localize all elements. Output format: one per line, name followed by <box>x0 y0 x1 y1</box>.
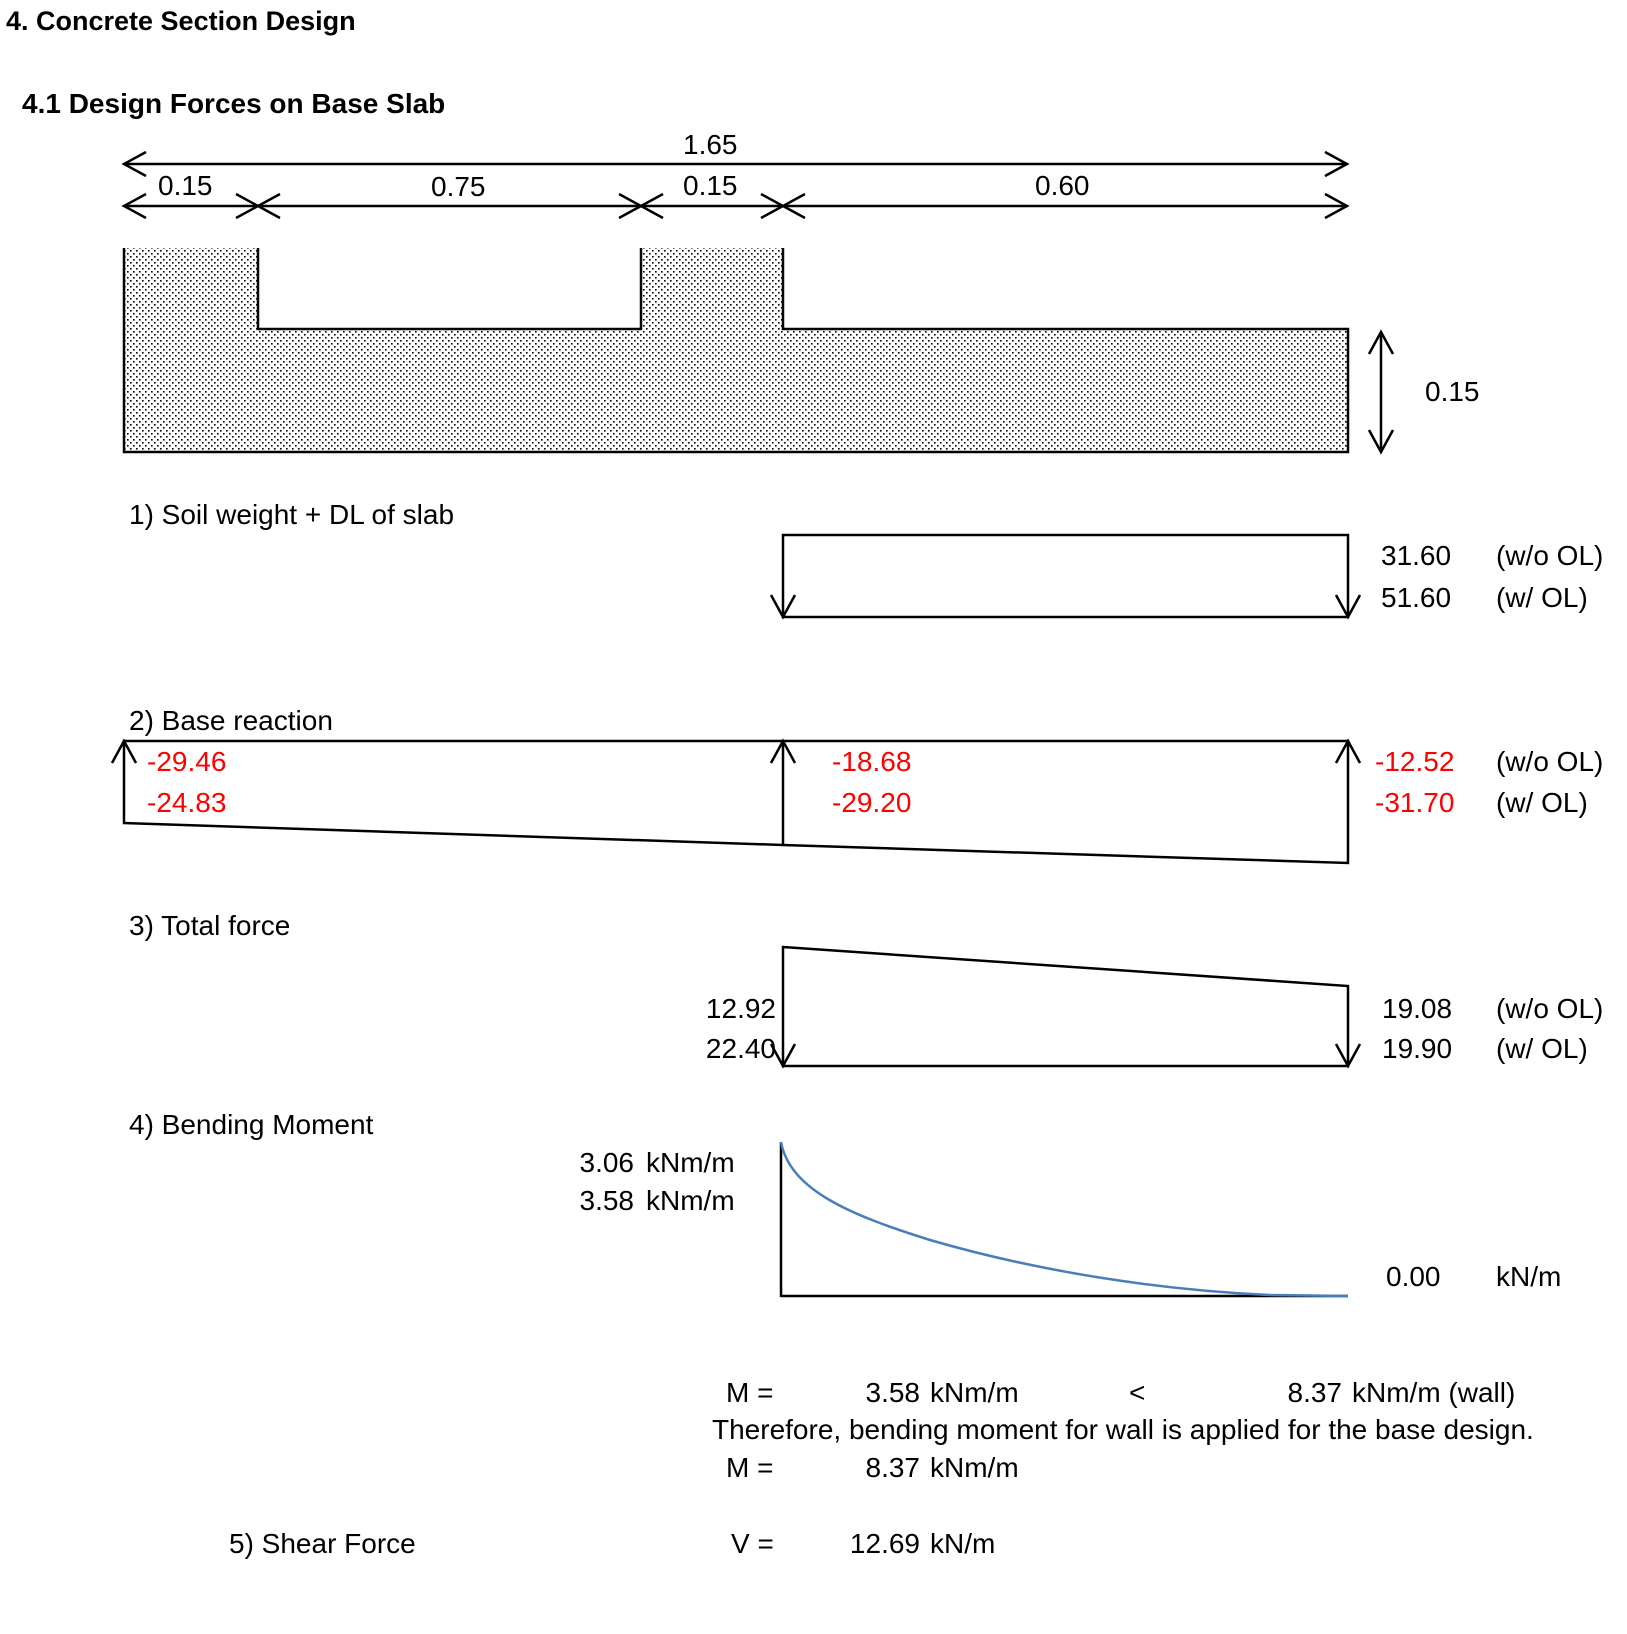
shear-force-value: 12.69 <box>849 1528 920 1559</box>
dimension-thickness <box>1369 332 1393 452</box>
moment-check-slab-value: 3.58 <box>865 1377 920 1408</box>
total-force-heading: 3) Total force <box>129 910 291 941</box>
moment-check-symbol: M = <box>726 1377 774 1408</box>
total-force-diagram <box>771 947 1360 1066</box>
base-reaction-left-wo-ol: -29.46 <box>147 746 227 777</box>
moment-check-wall-value: 8.37 <box>1287 1377 1342 1408</box>
soil-weight-load-diagram <box>771 535 1360 617</box>
bending-moment-unit-2: kNm/m <box>646 1185 735 1216</box>
bending-moment-right-value: 0.00 <box>1386 1261 1441 1292</box>
base-reaction-heading: 2) Base reaction <box>129 705 333 736</box>
design-moment-symbol: M = <box>726 1452 774 1483</box>
base-reaction-diagram <box>112 741 1360 863</box>
soil-weight-heading: 1) Soil weight + DL of slab <box>129 499 455 530</box>
shear-force-heading: 5) Shear Force <box>229 1528 416 1559</box>
shear-force-unit: kN/m <box>930 1528 996 1559</box>
subsection-title: 4.1 Design Forces on Base Slab <box>22 88 446 119</box>
concrete-section <box>124 248 1348 452</box>
dimension-segment-3: 0.15 <box>683 170 738 201</box>
dimension-total-label: 1.65 <box>683 129 738 160</box>
shear-force-symbol: V = <box>731 1528 774 1559</box>
total-force-left-w-ol: 22.40 <box>705 1033 776 1064</box>
bending-moment-right-unit: kN/m <box>1496 1261 1562 1292</box>
design-moment-value: 8.37 <box>865 1452 920 1483</box>
moment-check-wall-unit: kNm/m (wall) <box>1352 1377 1516 1408</box>
bending-moment-diagram <box>781 1142 1348 1297</box>
base-reaction-mid-w-ol: -29.20 <box>832 787 912 818</box>
bending-moment-left-wo-ol: 3.06 <box>579 1147 634 1178</box>
total-force-left-wo-ol: 12.92 <box>705 993 776 1024</box>
dimension-segment-4: 0.60 <box>1035 170 1090 201</box>
moment-check-slab-unit: kNm/m <box>930 1377 1019 1408</box>
dimension-thickness-label: 0.15 <box>1425 376 1480 407</box>
bending-moment-left-w-ol: 3.58 <box>579 1185 634 1216</box>
moment-check-comparator: < <box>1129 1377 1146 1408</box>
total-force-right-w-ol: 19.90 <box>1382 1033 1453 1064</box>
dimension-segment-2: 0.75 <box>431 171 486 202</box>
soil-weight-wo-ol-tag: (w/o OL) <box>1496 540 1604 571</box>
total-force-w-ol-tag: (w/ OL) <box>1496 1033 1588 1064</box>
base-reaction-right-wo-ol: -12.52 <box>1375 746 1455 777</box>
section-title: 4. Concrete Section Design <box>6 6 356 36</box>
soil-weight-w-ol-tag: (w/ OL) <box>1496 582 1588 613</box>
base-reaction-right-w-ol: -31.70 <box>1375 787 1455 818</box>
total-force-wo-ol-tag: (w/o OL) <box>1496 993 1604 1024</box>
soil-weight-w-ol-value: 51.60 <box>1381 582 1452 613</box>
bending-moment-heading: 4) Bending Moment <box>129 1109 374 1140</box>
base-reaction-w-ol-tag: (w/ OL) <box>1496 787 1588 818</box>
design-moment-unit: kNm/m <box>930 1452 1019 1483</box>
moment-conclusion: Therefore, bending moment for wall is applied for the base design. <box>712 1414 1534 1445</box>
dimension-segment-1: 0.15 <box>158 170 213 201</box>
total-force-right-wo-ol: 19.08 <box>1382 993 1453 1024</box>
base-reaction-wo-ol-tag: (w/o OL) <box>1496 746 1604 777</box>
base-reaction-mid-wo-ol: -18.68 <box>832 746 912 777</box>
soil-weight-wo-ol-value: 31.60 <box>1381 540 1452 571</box>
bending-moment-unit-1: kNm/m <box>646 1147 735 1178</box>
base-reaction-left-w-ol: -24.83 <box>147 787 227 818</box>
moment-curve <box>781 1142 1348 1296</box>
